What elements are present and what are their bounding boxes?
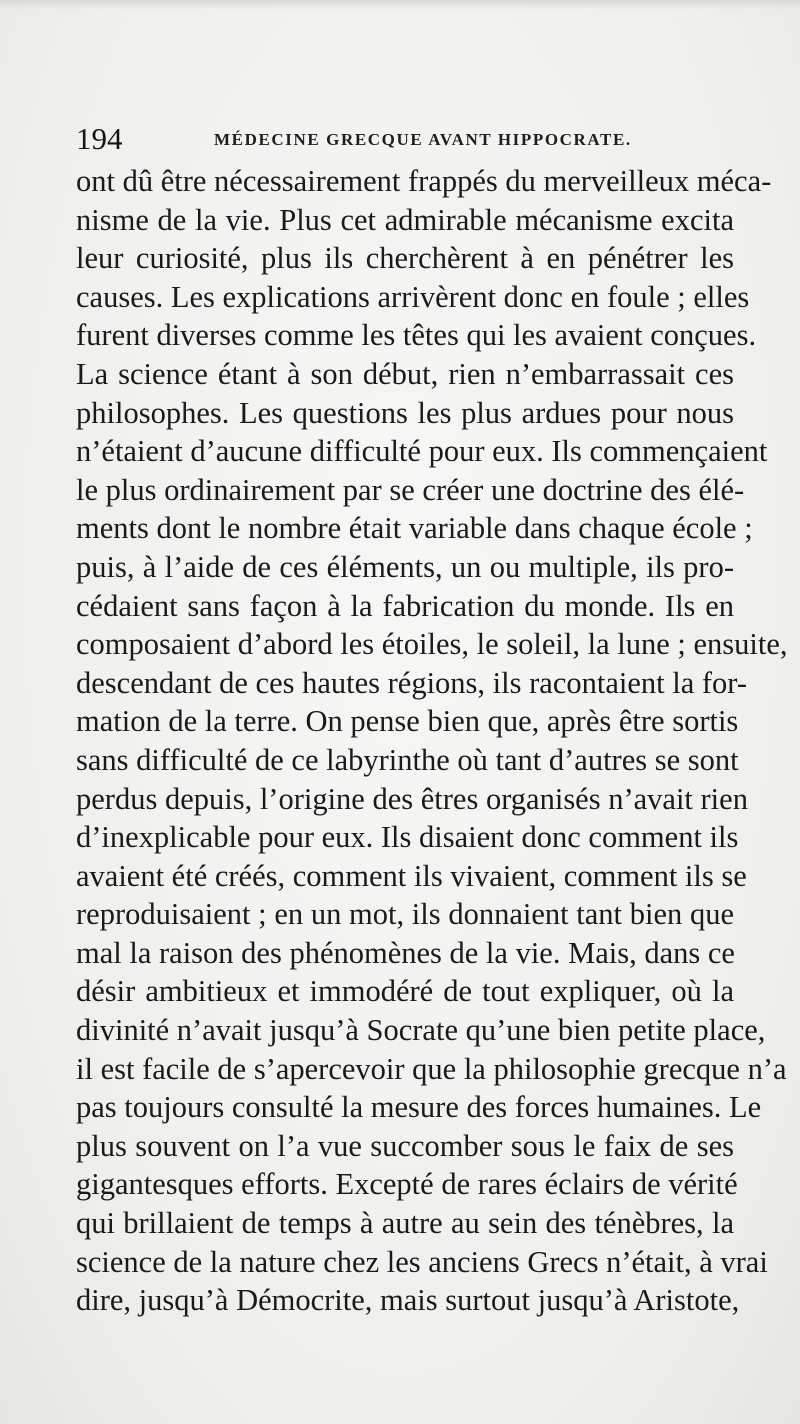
text-line: n’étaient d’aucune difficulté pour eux. Ils commençaient — [76, 434, 768, 469]
text-line: composaient d’abord les étoiles, le soleil, la lune ; ensuite, — [76, 627, 788, 662]
text-line: science de la nature chez les anciens Grecs n’était, à vrai — [76, 1244, 768, 1279]
page-header — [76, 119, 736, 159]
text-line: cédaient sans façon à la fabrication du monde. Ils en — [76, 588, 734, 623]
text-line: qui brillaient de temps à autre au sein des ténèbres, la — [76, 1206, 734, 1241]
text-line: puis, à l’aide de ces éléments, un ou multiple, ils pro- — [76, 549, 734, 584]
text-line: reproduisaient ; en un mot, ils donnaient tant bien que — [76, 897, 734, 932]
text-line: il est facile de s’apercevoir que la philosophie grecque n’a — [76, 1051, 787, 1086]
page-number: 194 — [76, 121, 123, 156]
text-line: pas toujours consulté la mesure des forces humaines. Le — [76, 1090, 762, 1125]
text-line: gigantesques efforts. Excepté de rares éclairs de vérité — [76, 1167, 738, 1202]
text-line: philosophes. Les questions les plus ardues pour nous — [76, 395, 734, 430]
text-line: mal la raison des phénomènes de la vie. Mais, dans ce — [76, 935, 735, 970]
text-line: désir ambitieux et immodéré de tout expliquer, où la — [76, 974, 734, 1009]
body-text — [76, 162, 788, 1320]
text-line: perdus depuis, l’origine des êtres organisés n’avait rien — [76, 781, 748, 816]
text-line: furent diverses comme les têtes qui les avaient conçues. — [76, 318, 757, 353]
text-line: ont dû être nécessairement frappés du merveilleux méca- — [76, 164, 772, 198]
text-line: plus souvent on l’a vue succomber sous le faix de ses — [76, 1128, 734, 1163]
text-line: dire, jusqu’à Démocrite, mais surtout jusqu’à Aristote, — [76, 1283, 740, 1318]
text-line: causes. Les explications arrivèrent donc en foule ; elles — [76, 279, 750, 314]
text-line: nisme de la vie. Plus cet admirable mécanisme excita — [76, 202, 734, 237]
text-line: leur curiosité, plus ils cherchèrent à en pénétrer les — [76, 241, 734, 276]
text-line: descendant de ces hautes régions, ils racontaient la for- — [76, 665, 747, 700]
text-line: avaient été créés, comment ils vivaient, comment ils se — [76, 858, 747, 893]
text-line: d’inexplicable pour eux. Ils disaient donc comment ils — [76, 820, 739, 855]
text-line: divinité n’avait jusqu’à Socrate qu’une bien petite place, — [76, 1013, 766, 1048]
text-line: sans difficulté de ce labyrinthe où tant d’autres se sont — [76, 742, 739, 777]
text-line: La science étant à son début, rien n’embarrassait ces — [76, 356, 734, 391]
text-line: mation de la terre. On pense bien que, après être sortis — [76, 704, 739, 739]
text-line: ments dont le nombre était variable dans chaque école ; — [76, 511, 753, 546]
running-title: MÉDECINE GRECQUE AVANT HIPPOCRATE. — [214, 130, 632, 149]
text-line: le plus ordinairement par se créer une doctrine des élé- — [76, 472, 745, 507]
